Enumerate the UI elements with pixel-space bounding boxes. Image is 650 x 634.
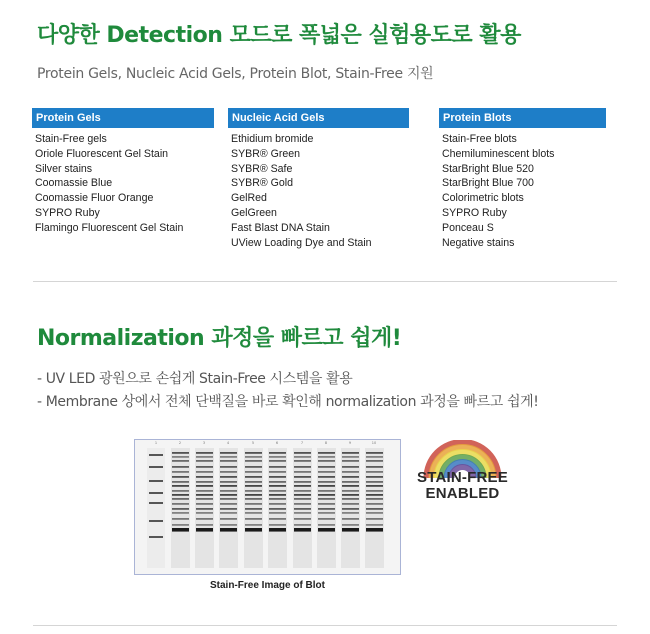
column-header: Nucleic Acid Gels (228, 108, 409, 128)
list-item: Stain-Free blots (442, 133, 517, 145)
lane-number: 6 (275, 441, 279, 445)
sample-band (196, 518, 213, 520)
sample-band (245, 518, 262, 520)
sample-band (245, 503, 262, 505)
sample-band (294, 452, 311, 454)
lane-number: 7 (300, 441, 304, 445)
sample-band (196, 508, 213, 510)
sample-band (269, 485, 286, 487)
list-item: Chemiluminescent blots (442, 147, 555, 160)
sample-band (172, 494, 189, 496)
sample-band (294, 498, 311, 500)
sample-band (318, 466, 335, 468)
lane-number: 2 (178, 441, 182, 445)
sample-band (269, 498, 286, 500)
ladder-band (149, 536, 163, 538)
sample-band (196, 494, 213, 496)
list-item: SYPRO Ruby (35, 206, 100, 219)
sample-band (269, 466, 286, 468)
sample-band (294, 503, 311, 505)
sample-band (342, 524, 359, 526)
sample-band-strong (318, 528, 335, 531)
sample-band (245, 460, 262, 462)
list-item: Flamingo Fluorescent Gel Stain (35, 221, 184, 234)
sample-band (269, 494, 286, 496)
sample-band (294, 456, 311, 458)
sample-band (245, 512, 262, 514)
sample-band (245, 481, 262, 483)
sample-band (269, 460, 286, 462)
column-header: Protein Blots (439, 108, 606, 128)
sample-band (220, 476, 237, 478)
sample-band (318, 512, 335, 514)
sample-band (220, 485, 237, 487)
lane-number: 9 (348, 441, 352, 445)
sample-band (342, 460, 359, 462)
sample-band (342, 518, 359, 520)
sample-band (245, 452, 262, 454)
sample-band (196, 503, 213, 505)
list-item: Stain-Free gels (35, 133, 107, 145)
sample-band (172, 512, 189, 514)
sample-band (269, 481, 286, 483)
sample-band (220, 481, 237, 483)
sample-band (245, 494, 262, 496)
sample-band (342, 508, 359, 510)
sample-band (318, 460, 335, 462)
sample-band (269, 524, 286, 526)
sample-band (172, 466, 189, 468)
sample-band (342, 456, 359, 458)
sample-band (318, 490, 335, 492)
column-header: Protein Gels (32, 108, 214, 128)
column-nucleic-acid-gels (228, 108, 409, 250)
sample-band (318, 494, 335, 496)
sample-band (220, 494, 237, 496)
ladder-band (149, 492, 163, 494)
sample-band (318, 471, 335, 473)
sample-band (366, 503, 383, 505)
sample-band (269, 476, 286, 478)
lane-number: 4 (226, 441, 230, 445)
sample-band (318, 508, 335, 510)
lane-number: 3 (202, 441, 206, 445)
sample-band (220, 490, 237, 492)
list-item: StarBright Blue 700 (442, 177, 534, 190)
blot-image (134, 439, 401, 575)
sample-band (294, 466, 311, 468)
sample-band (172, 518, 189, 520)
sample-band (294, 490, 311, 492)
section-subtitle: Protein Gels, Nucleic Acid Gels, Protein Blot, Stain-Free 지원 (37, 66, 434, 82)
sample-band (220, 498, 237, 500)
sample-band (269, 456, 286, 458)
sample-band (342, 512, 359, 514)
sample-band (196, 476, 213, 478)
sample-band (172, 452, 189, 454)
sample-band (366, 481, 383, 483)
sample-band (196, 460, 213, 462)
sample-band (269, 490, 286, 492)
sample-band (294, 508, 311, 510)
sample-band-strong (196, 528, 213, 531)
sample-band (318, 476, 335, 478)
sample-band (269, 512, 286, 514)
sample-band (366, 456, 383, 458)
sample-band (269, 508, 286, 510)
sample-band (172, 476, 189, 478)
sample-band (245, 490, 262, 492)
column-protein-blots (439, 108, 606, 250)
sample-band (196, 481, 213, 483)
ladder-band (149, 454, 163, 456)
sample-band (318, 452, 335, 454)
sample-band (318, 498, 335, 500)
badge-line2: ENABLED (425, 485, 500, 502)
sample-band (172, 481, 189, 483)
sample-band (318, 456, 335, 458)
section-title-detection: 다양한 Detection 모드로 폭넓은 실험용도로 활용 (37, 23, 521, 48)
sample-band (269, 518, 286, 520)
sample-band (220, 508, 237, 510)
list-item: SYPRO Ruby (442, 206, 507, 219)
sample-band (318, 503, 335, 505)
sample-band-strong (342, 528, 359, 531)
list-item: Negative stains (442, 236, 515, 249)
sample-band (294, 481, 311, 483)
sample-band-strong (220, 528, 237, 531)
sample-band (196, 512, 213, 514)
sample-band (220, 518, 237, 520)
sample-band (342, 490, 359, 492)
sample-band-strong (172, 528, 189, 531)
sample-band (196, 524, 213, 526)
sample-band-strong (245, 528, 262, 531)
sample-band (172, 456, 189, 458)
sample-band (318, 485, 335, 487)
sample-band (245, 456, 262, 458)
blot-graphic (135, 440, 400, 574)
blot-caption: Stain-Free Image of Blot (209, 580, 325, 591)
list-item: GelRed (231, 192, 267, 205)
sample-band (220, 460, 237, 462)
sample-band (172, 471, 189, 473)
list-item: SYBR® Safe (231, 162, 293, 175)
section-title-normalization: Normalization 과정을 빠르고 쉽게! (37, 326, 402, 351)
sample-band (342, 498, 359, 500)
divider (33, 281, 617, 282)
list-item: Oriole Fluorescent Gel Stain (35, 147, 169, 160)
sample-band (294, 476, 311, 478)
column-protein-gels (32, 108, 214, 236)
sample-band (366, 452, 383, 454)
badge-line1: STAIN-FREE (417, 469, 508, 486)
sample-band (220, 466, 237, 468)
bullet-list (37, 368, 538, 414)
list-item: SYBR® Gold (231, 177, 293, 190)
sample-band (294, 460, 311, 462)
sample-band (366, 518, 383, 520)
list-item: Fast Blast DNA Stain (231, 221, 330, 234)
sample-band (245, 524, 262, 526)
list-item: Ethidium bromide (231, 133, 314, 145)
sample-band (366, 512, 383, 514)
sample-band (245, 476, 262, 478)
sample-band (294, 524, 311, 526)
sample-band (294, 485, 311, 487)
sample-band-strong (366, 528, 383, 531)
list-item: GelGreen (231, 206, 277, 219)
sample-band (245, 498, 262, 500)
list-item: Colorimetric blots (442, 192, 524, 205)
sample-band-strong (294, 528, 311, 531)
list-item: StarBright Blue 520 (442, 162, 534, 175)
sample-band (342, 481, 359, 483)
sample-band (196, 490, 213, 492)
sample-band (366, 485, 383, 487)
sample-band (220, 471, 237, 473)
sample-band (366, 494, 383, 496)
sample-band (245, 508, 262, 510)
sample-band (342, 476, 359, 478)
sample-band (245, 466, 262, 468)
ladder-band (149, 466, 163, 468)
sample-band (366, 508, 383, 510)
sample-band (342, 494, 359, 496)
sample-band (342, 452, 359, 454)
sample-band (366, 466, 383, 468)
sample-band (220, 456, 237, 458)
sample-band (196, 498, 213, 500)
sample-band (294, 471, 311, 473)
list-item: Coomassie Blue (35, 177, 113, 190)
sample-band (269, 452, 286, 454)
list-item: SYBR® Green (231, 147, 301, 160)
sample-band (245, 485, 262, 487)
sample-band (172, 524, 189, 526)
sample-band (196, 471, 213, 473)
sample-band (342, 466, 359, 468)
sample-band (366, 490, 383, 492)
sample-band (366, 524, 383, 526)
list-item: UView Loading Dye and Stain (231, 236, 372, 249)
sample-band (366, 471, 383, 473)
sample-band (172, 490, 189, 492)
lane-number: 1 (154, 441, 158, 445)
sample-band (342, 471, 359, 473)
ladder-band (149, 480, 163, 482)
sample-band (220, 452, 237, 454)
sample-band (196, 466, 213, 468)
sample-band (342, 485, 359, 487)
sample-band (269, 503, 286, 505)
sample-band (342, 503, 359, 505)
ladder-band (149, 502, 163, 504)
sample-band (196, 456, 213, 458)
sample-band (318, 518, 335, 520)
list-item: Ponceau S (442, 221, 494, 234)
lane-number: 10 (371, 441, 377, 445)
sample-band (172, 460, 189, 462)
bullet-item: - Membrane 상에서 전체 단백질을 바로 확인해 normalization 과정을 빠르고 쉽게! (37, 394, 539, 410)
sample-band (294, 512, 311, 514)
sample-band (196, 485, 213, 487)
sample-band (220, 512, 237, 514)
sample-band-strong (269, 528, 286, 531)
sample-band (196, 452, 213, 454)
sample-band (172, 503, 189, 505)
sample-band (220, 503, 237, 505)
sample-band (366, 498, 383, 500)
sample-band (366, 476, 383, 478)
bullet-item: - UV LED 광원으로 손쉽게 Stain-Free 시스템을 활용 (37, 371, 353, 387)
lane-number: 5 (251, 441, 255, 445)
lane-number: 8 (324, 441, 328, 445)
sample-band (294, 518, 311, 520)
list-item: Coomassie Fluor Orange (35, 192, 154, 205)
sample-band (172, 498, 189, 500)
sample-band (172, 485, 189, 487)
sample-band (269, 471, 286, 473)
ladder-band (149, 520, 163, 522)
sample-band (172, 508, 189, 510)
sample-band (366, 460, 383, 462)
list-item: Silver stains (35, 162, 93, 175)
sample-band (318, 524, 335, 526)
sample-band (245, 471, 262, 473)
divider (33, 625, 617, 626)
sample-band (318, 481, 335, 483)
sample-band (294, 494, 311, 496)
sample-band (220, 524, 237, 526)
